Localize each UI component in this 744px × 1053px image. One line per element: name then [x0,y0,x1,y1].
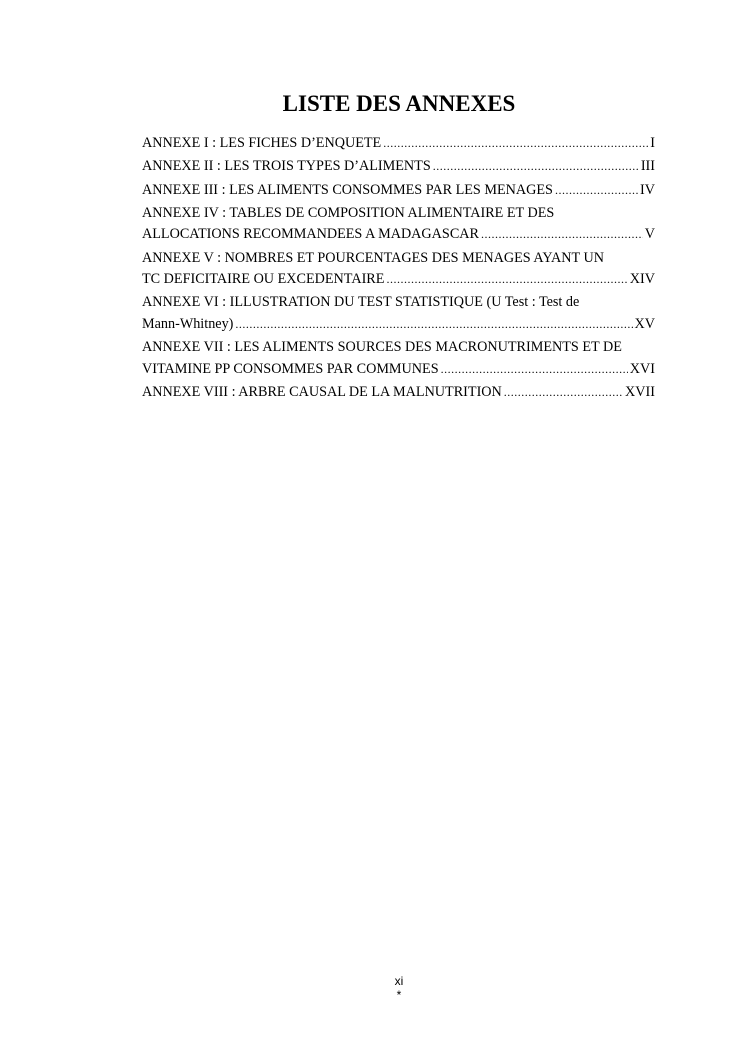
toc-entry-line [142,359,655,381]
toc-entry-annexe-5 [142,248,655,291]
toc-page-number: XIV [629,271,655,288]
toc-entry-text: ALLOCATIONS RECOMMANDEES A MADAGASCAR [142,226,479,243]
toc-entry-text: VITAMINE PP CONSOMMES PAR COMMUNES [142,360,439,377]
toc-page-number: XV [634,315,655,332]
toc-entry-line [142,382,655,404]
toc-entry-line [142,269,655,291]
toc-entry-line [142,180,655,202]
toc-entry-text: ANNEXE VI : ILLUSTRATION DU TEST STATISTIQUE (U Test : Test de [142,294,580,311]
toc-entry-text: ANNEXE II : LES TROIS TYPES D’ALIMENTS [142,158,431,175]
toc-entry-annexe-2 [142,156,655,178]
toc-entry-text: ANNEXE VII : LES ALIMENTS SOURCES DES MACRONUTRIMENTS ET DE [142,339,622,356]
toc-page-number: XVII [625,384,655,401]
toc-dot-leader [481,224,643,246]
toc-entry-text: ANNEXE IV : TABLES DE COMPOSITION ALIMENTAIRE ET DES [142,204,555,221]
toc-dot-leader [441,359,628,381]
toc-dot-leader [504,382,623,404]
toc-entry-annexe-1 [142,133,655,155]
footer-mark: * [396,988,402,1002]
toc-entry-annexe-6 [142,292,655,335]
toc-entry-text: TC DEFICITAIRE OU EXCEDENTAIRE [142,271,385,288]
toc-page-number: IV [640,181,655,198]
page-title: LISTE DES ANNEXES [282,91,516,116]
toc-entry-text: Mann-Whitney) [142,315,234,332]
toc-dot-leader [235,314,632,336]
toc-entry-text: ANNEXE V : NOMBRES ET POURCENTAGES DES MENAGES AYANT UN [142,249,604,266]
toc-dot-leader [555,180,638,202]
toc-entry-annexe-8 [142,382,655,404]
toc-entry-text: ANNEXE III : LES ALIMENTS CONSOMMES PAR LES MENAGES [142,181,553,198]
page-footer [0,974,744,1001]
toc-dot-leader [383,133,648,155]
toc-dot-leader [433,156,639,178]
toc-entry-text: ANNEXE VIII : ARBRE CAUSAL DE LA MALNUTRITION [142,384,502,401]
toc-entry-line [142,224,655,246]
toc-page-number: I [650,135,655,151]
toc-entry-annexe-4 [142,203,655,246]
footer-page-number: xi [394,974,404,988]
toc-entry-line [142,133,655,155]
toc-page-number: III [640,158,655,175]
toc-page-number: XVI [629,360,655,377]
toc-entry-line [142,156,655,178]
toc-page-number: V [644,226,655,243]
toc-dot-leader [386,269,627,291]
table-of-contents [142,133,655,405]
toc-entry-text: ANNEXE I : LES FICHES D’ENQUETE [142,135,382,151]
toc-entry-annexe-3 [142,180,655,202]
toc-entry-line [142,314,655,336]
toc-entry-annexe-7 [142,337,655,380]
